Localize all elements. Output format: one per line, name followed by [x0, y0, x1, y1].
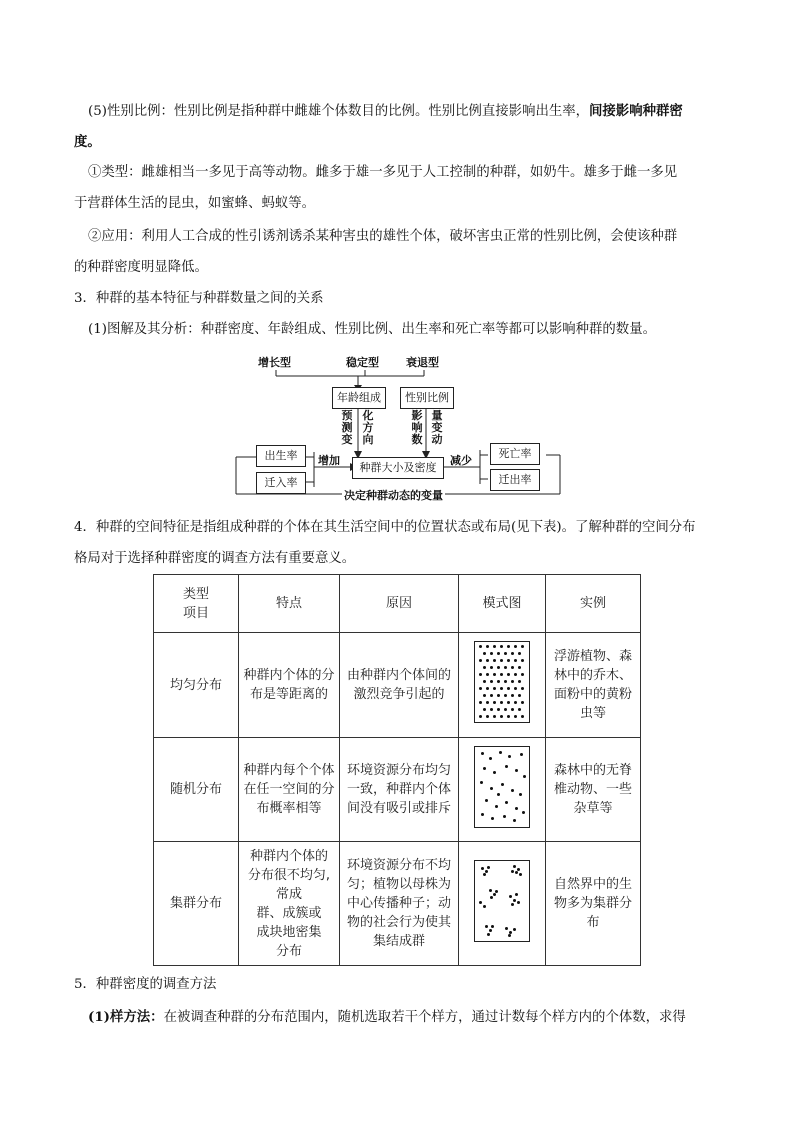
section4-line2: 格局对于选择种群密度的调查方法有重要意义。 [74, 551, 356, 566]
individual-dot [507, 673, 510, 676]
individual-dot [518, 694, 521, 697]
diagram-stable-type: 稳定型 [346, 356, 379, 369]
sex-type-line1: ①类型：雌雄相当一多见于高等动物。雌多于雄一多见于人工控制的种群，如奶牛。雄多于雌一多见 [88, 165, 678, 180]
individual-dot [483, 652, 486, 655]
individual-dot [521, 687, 524, 690]
feature-line: 成块地密集 [256, 924, 322, 940]
section5-heading: 5．种群密度的调查方法 [74, 977, 217, 992]
individual-dot [507, 645, 510, 648]
individual-dot [495, 890, 498, 893]
population-diagram [228, 352, 568, 502]
age-structure-box: 年龄组成 [332, 387, 386, 409]
distribution-table [153, 574, 641, 966]
individual-dot [497, 680, 500, 683]
individual-dot [500, 659, 503, 662]
individual-dot [479, 715, 482, 718]
individual-dot [507, 701, 510, 704]
header-feature: 特点 [239, 575, 340, 633]
individual-dot [501, 783, 504, 786]
change-direction-label: 化方向 [362, 409, 374, 446]
header-type-item [154, 575, 239, 633]
individual-dot [490, 652, 493, 655]
individual-dot [518, 666, 521, 669]
individual-dot [504, 680, 507, 683]
individual-dot [513, 928, 516, 931]
individual-dot [505, 765, 508, 768]
feature-line: 群、成簇或 [256, 905, 322, 921]
individual-dot [490, 708, 493, 711]
individual-dot [513, 819, 516, 822]
individual-dot [521, 659, 524, 662]
row-cause: 由种群内个体间的激烈竞争引起的 [340, 633, 459, 738]
individual-dot [493, 715, 496, 718]
individual-dot [481, 813, 484, 816]
individual-dot [485, 925, 488, 928]
emigration-rate-box: 迁出率 [490, 469, 540, 491]
row-cause: 环境资源分布不均匀；植物以母株为中心传播种子；动物的社会行为使其集结成群 [340, 842, 459, 966]
row-pattern [459, 633, 546, 738]
individual-dot [508, 755, 511, 758]
individual-dot [519, 793, 522, 796]
individual-dot [511, 708, 514, 711]
individual-dot [521, 645, 524, 648]
individual-dot [490, 666, 493, 669]
header-type: 类型 [182, 586, 209, 602]
row-pattern [459, 842, 546, 966]
sex-ratio-line2: 度。 [74, 134, 101, 150]
individual-dot [514, 673, 517, 676]
individual-dot [503, 815, 506, 818]
individual-dot [490, 787, 493, 790]
increase-label: 增加 [318, 454, 340, 467]
individual-dot [518, 708, 521, 711]
feature-line: 分布 [275, 943, 302, 959]
individual-dot [520, 753, 523, 756]
row-example: 浮游植物、森林中的乔木、面粉中的黄粉虫等 [546, 633, 641, 738]
individual-dot [507, 659, 510, 662]
individual-dot [511, 789, 514, 792]
individual-dot [479, 687, 482, 690]
quadrat-method-text: 在被调查种群的分布范围内，随机选取若干个样方，通过计数每个样方内的个体数，求得 [163, 1010, 686, 1025]
row-type: 随机分布 [154, 738, 239, 842]
individual-dot [480, 781, 483, 784]
individual-dot [515, 893, 518, 896]
individual-dot [514, 645, 517, 648]
individual-dot [511, 652, 514, 655]
individual-dot [505, 801, 508, 804]
individual-dot [500, 673, 503, 676]
quadrat-method-line [88, 1008, 686, 1027]
header-item: 项目 [182, 605, 209, 621]
predict-label: 预测变 [341, 409, 353, 446]
sex-ratio-text: (5)性别比例：性别比例是指种群中雌雄个体数目的比例。性别比例直接影响出生率， [88, 104, 590, 119]
individual-dot [483, 680, 486, 683]
individual-dot [522, 811, 525, 814]
row-feature: 种群内每个个体在任一空间的分布概率相等 [239, 738, 340, 842]
quadrat-method-label: (1)样方法： [88, 1009, 164, 1025]
influence-label: 影响数 [411, 409, 423, 446]
individual-dot [485, 870, 488, 873]
uniform-pattern-figure [474, 641, 530, 723]
section3-heading: 3．种群的基本特征与种群数量之间的关系 [74, 291, 324, 306]
individual-dot [479, 645, 482, 648]
individual-dot [517, 901, 520, 904]
individual-dot [493, 659, 496, 662]
individual-dot [490, 896, 493, 899]
random-pattern-figure [474, 746, 530, 828]
row-type: 均匀分布 [154, 633, 239, 738]
header-cause: 原因 [340, 575, 459, 633]
individual-dot [483, 666, 486, 669]
individual-dot [508, 934, 511, 937]
individual-dot [507, 687, 510, 690]
section3-sub1: (1)图解及其分析：种群密度、年龄组成、性别比例、出生率和死亡率等都可以影响种群的数量。 [88, 322, 656, 337]
row-example: 森林中的无脊椎动物、一些杂草等 [546, 738, 641, 842]
individual-dot [493, 673, 496, 676]
individual-dot [513, 865, 516, 868]
individual-dot [497, 666, 500, 669]
sex-ratio-bold: 间接影响种群密 [589, 103, 683, 119]
sex-app-line2: 的种群密度明显降低。 [74, 260, 208, 275]
individual-dot [483, 767, 486, 770]
individual-dot [500, 701, 503, 704]
individual-dot [504, 666, 507, 669]
individual-dot [504, 694, 507, 697]
header-pattern: 模式图 [459, 575, 546, 633]
individual-dot [499, 751, 502, 754]
individual-dot [515, 871, 518, 874]
diagram-decline-type: 衰退型 [406, 356, 439, 369]
individual-dot [507, 715, 510, 718]
individual-dot [511, 666, 514, 669]
row-pattern [459, 738, 546, 842]
individual-dot [483, 873, 486, 876]
individual-dot [481, 752, 484, 755]
individual-dot [479, 659, 482, 662]
table-row [154, 738, 641, 842]
individual-dot [521, 673, 524, 676]
sex-type-line2: 于营群体生活的昆虫，如蜜蜂、蚂蚁等。 [74, 196, 316, 211]
sex-ratio-box: 性别比例 [400, 387, 454, 409]
individual-dot [486, 715, 489, 718]
birth-rate-box: 出生率 [256, 445, 306, 467]
individual-dot [505, 927, 508, 930]
row-example: 自然界中的生物多为集群分布 [546, 842, 641, 966]
diagram-caption: 决定种群动态的变量 [344, 489, 443, 502]
individual-dot [493, 687, 496, 690]
individual-dot [495, 805, 498, 808]
clumped-pattern-figure [474, 860, 530, 942]
individual-dot [511, 903, 514, 906]
individual-dot [515, 769, 518, 772]
individual-dot [489, 757, 492, 760]
individual-dot [504, 652, 507, 655]
individual-dot [504, 708, 507, 711]
individual-dot [518, 652, 521, 655]
individual-dot [511, 870, 514, 873]
individual-dot [514, 687, 517, 690]
individual-dot [513, 899, 516, 902]
individual-dot [519, 873, 522, 876]
individual-dot [514, 715, 517, 718]
individual-dot [509, 895, 512, 898]
table-row [154, 842, 641, 966]
individual-dot [497, 652, 500, 655]
sex-ratio-line1 [88, 102, 683, 121]
individual-dot [490, 680, 493, 683]
individual-dot [486, 701, 489, 704]
individual-dot [479, 701, 482, 704]
individual-dot [518, 680, 521, 683]
individual-dot [489, 929, 492, 932]
row-feature [239, 842, 340, 966]
feature-line: 种群内个体的 [249, 848, 328, 864]
row-type: 集群分布 [154, 842, 239, 966]
individual-dot [514, 659, 517, 662]
sex-app-line1: ②应用：利用人工合成的性引诱剂诱杀某种害虫的雄性个体，破坏害虫正常的性别比例，会使该种群 [88, 229, 678, 244]
individual-dot [489, 889, 492, 892]
individual-dot [497, 708, 500, 711]
individual-dot [490, 694, 493, 697]
individual-dot [485, 799, 488, 802]
individual-dot [493, 645, 496, 648]
individual-dot [491, 925, 494, 928]
death-rate-box: 死亡率 [490, 443, 540, 465]
individual-dot [486, 687, 489, 690]
diagram-growth-type: 增长型 [258, 356, 291, 369]
header-example: 实例 [546, 575, 641, 633]
individual-dot [497, 694, 500, 697]
individual-dot [479, 901, 482, 904]
population-size-density-box: 种群大小及密度 [352, 457, 444, 479]
quantity-change-label: 量变动 [431, 409, 443, 446]
decrease-label: 减少 [450, 454, 472, 467]
individual-dot [500, 687, 503, 690]
individual-dot [483, 905, 486, 908]
individual-dot [497, 793, 500, 796]
individual-dot [487, 866, 490, 869]
individual-dot [481, 867, 484, 870]
feature-line: 常成 [275, 886, 302, 902]
row-feature: 种群内个体的分布是等距离的 [239, 633, 340, 738]
individual-dot [521, 715, 524, 718]
individual-dot [486, 645, 489, 648]
individual-dot [479, 673, 482, 676]
row-cause: 环境资源分布均匀一致，种群内个体间没有吸引或排斥 [340, 738, 459, 842]
individual-dot [483, 694, 486, 697]
individual-dot [515, 807, 518, 810]
individual-dot [500, 645, 503, 648]
table-header-row [154, 575, 641, 633]
individual-dot [491, 817, 494, 820]
individual-dot [523, 775, 526, 778]
individual-dot [486, 673, 489, 676]
feature-line: 分布很不均匀, [247, 867, 331, 883]
individual-dot [517, 868, 520, 871]
individual-dot [487, 933, 490, 936]
individual-dot [514, 701, 517, 704]
section4-line1: 4．种群的空间特征是指组成种群的个体在其生活空间中的位置状态或布局(见下表)。了解种群的空间分布 [74, 520, 696, 535]
individual-dot [521, 701, 524, 704]
individual-dot [511, 680, 514, 683]
individual-dot [511, 694, 514, 697]
individual-dot [486, 659, 489, 662]
immigration-rate-box: 迁入率 [256, 472, 306, 494]
individual-dot [493, 701, 496, 704]
individual-dot [500, 715, 503, 718]
individual-dot [483, 708, 486, 711]
individual-dot [493, 771, 496, 774]
table-row [154, 633, 641, 738]
individual-dot [493, 893, 496, 896]
